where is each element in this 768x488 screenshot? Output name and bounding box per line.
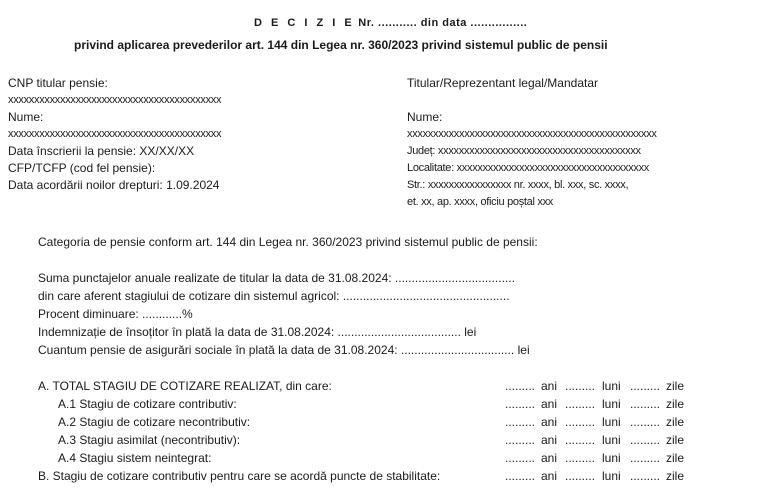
unit-label: luni — [602, 415, 621, 429]
locality: Localitate: xxxxxxxxxxxxxxxxxxxxxxxxxxxxxxxxxxxxx — [407, 162, 650, 174]
amount-line: Indemnizație de însoțitor în plată la data de 31.08.2024: ..................................... lei — [38, 325, 477, 339]
blank-field: ......... — [505, 415, 536, 429]
blank-field: ......... — [630, 469, 661, 483]
right-name-label: Nume: — [407, 110, 443, 124]
blank-field: ......... — [565, 433, 596, 447]
unit-label: luni — [602, 469, 621, 483]
blank-field: ......... — [565, 379, 596, 393]
holder-title: Titular/Reprezentant legal/Mandatar — [407, 76, 598, 90]
stagiu-label: A.4 Stagiu sistem neintegrat: — [58, 451, 212, 465]
unit-label: zile — [666, 433, 685, 447]
stagiu-label: A.2 Stagiu de cotizare necontributiv: — [58, 415, 251, 429]
blank-field: ......... — [505, 397, 536, 411]
blank-field: ......... — [630, 433, 661, 447]
unit-label: luni — [602, 451, 621, 465]
street-line-2: et. xx, ap. xxxx, oficiu poștal xxx — [407, 196, 554, 208]
unit-label: ani — [541, 451, 558, 465]
unit-label: zile — [666, 415, 685, 429]
blank-field: ......... — [505, 379, 536, 393]
blank-field: ......... — [505, 451, 536, 465]
stagiu-label: B. Stagiu de cotizare contributiv pentru care se acordă puncte de stabilitate: — [38, 469, 441, 483]
pension-code: CFP/TCFP (cod fel pensie): — [8, 161, 156, 175]
right-name-value: xxxxxxxxxxxxxxxxxxxxxxxxxxxxxxxxxxxxxxxxxxxxxxxx — [407, 128, 657, 140]
blank-field: ......... — [630, 415, 661, 429]
enroll-date: Data înscrierii la pensie: XX/XX/XX — [8, 144, 195, 158]
blank-field: ......... — [565, 451, 596, 465]
unit-label: luni — [602, 397, 621, 411]
blank-field: ......... — [630, 397, 661, 411]
stagiu-label: A.1 Stagiu de cotizare contributiv: — [58, 397, 237, 411]
unit-label: luni — [602, 379, 621, 393]
unit-label: ani — [541, 415, 558, 429]
unit-label: zile — [666, 397, 685, 411]
blank-field: ......... — [565, 415, 596, 429]
left-name-label: Nume: — [8, 110, 44, 124]
decision-subtitle: privind aplicarea prevederilor art. 144 din Legea nr. 360/2023 privind sistemul public de pensii — [74, 38, 608, 52]
unit-label: ani — [541, 397, 558, 411]
decision-title-word: D E C I Z I E — [254, 17, 355, 29]
decision-title — [254, 17, 527, 29]
amount-line: Suma punctajelor anuale realizate de titular la data de 31.08.2024: .................................... — [38, 271, 515, 285]
amount-line: din care aferent stagiului de cotizare din sistemul agricol: .................................................. — [38, 289, 510, 303]
blank-field: ......... — [565, 469, 596, 483]
county: Județ: xxxxxxxxxxxxxxxxxxxxxxxxxxxxxxxxxxxxxxx — [407, 145, 641, 157]
grant-date: Data acordării noilor drepturi: 1.09.2024 — [8, 178, 220, 192]
unit-label: zile — [666, 469, 685, 483]
blank-field: ......... — [505, 469, 536, 483]
unit-label: zile — [666, 379, 685, 393]
unit-label: ani — [541, 433, 558, 447]
pension-category: Categoria de pensie conform art. 144 din Legea nr. 360/2023 privind sistemul public de pensii: — [38, 235, 538, 249]
unit-label: zile — [666, 451, 685, 465]
blank-field: ......... — [630, 379, 661, 393]
blank-field: ......... — [630, 451, 661, 465]
amount-line: Cuantum pensie de asigurări sociale în plată la data de 31.08.2024: .................................. lei — [38, 343, 530, 357]
unit-label: ani — [541, 379, 558, 393]
blank-field: ......... — [505, 433, 536, 447]
cnp-label: CNP titular pensie: — [8, 76, 108, 90]
unit-label: luni — [602, 433, 621, 447]
cnp-value: xxxxxxxxxxxxxxxxxxxxxxxxxxxxxxxxxxxxxxxxx — [8, 94, 222, 106]
unit-label: ani — [541, 469, 558, 483]
left-name-value: xxxxxxxxxxxxxxxxxxxxxxxxxxxxxxxxxxxxxxxxx — [8, 128, 222, 140]
stagiu-label: A.3 Stagiu asimilat (necontributiv): — [58, 433, 241, 447]
decision-title-number: Nr. ........... din data ................ — [358, 17, 528, 29]
amount-line: Procent diminuare: ............% — [38, 307, 193, 321]
stagiu-label: A. TOTAL STAGIU DE COTIZARE REALIZAT, din care: — [38, 379, 332, 393]
blank-field: ......... — [565, 397, 596, 411]
street-line-1: Str.: xxxxxxxxxxxxxxxx nr. xxxx, bl. xxx, sc. xxxx, — [407, 179, 629, 191]
